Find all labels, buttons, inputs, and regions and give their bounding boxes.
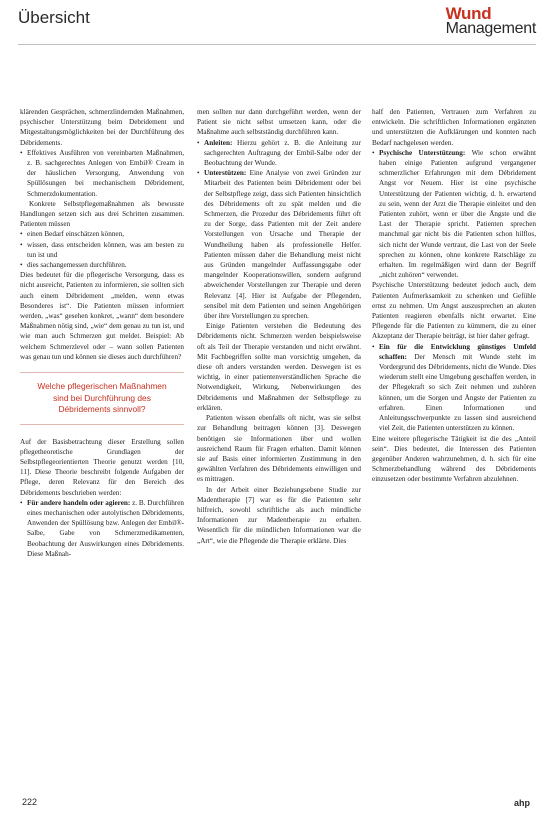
list-item-heading: Ein für die Entwicklung günstiges Umfeld schaffen: <box>379 342 536 361</box>
footer-mark: ahp <box>513 798 530 808</box>
paragraph: Psychische Unterstützung bedeutet jedoch auch, dem Patienten Aufmerksamkeit zu schenken und Gefühle ernst zu nehmen. Um Angst auszusprechen an akuten Patienten reagieren ebenfalls nicht erwartet. Eine Pflegende für die Patienten zu kümmern, die zu einer Akzeptanz der Therapie beiträgt, ist hier daher gefragt. <box>372 281 536 341</box>
list-item <box>372 342 536 434</box>
list-item: • dies sachangemessen durchführen. <box>20 260 184 270</box>
paragraph: Einige Patienten verstehen die Bedeutung des Débridements nicht. Schmerzen werden beispielsweise oft als Teil der Therapie verstanden und nicht erwähnt. Mit Fachbegriffen sollte man vorsichtig umgehen, da diese oft anders verstanden werden. Deswegen ist es wichtig, in einer patientenverständlichen Sprache die Notwendigkeit, Wirkung, Nebenwirkungen des Débridements und Maßnahmen der Selbstpflege zu erklären. <box>197 322 361 412</box>
list-item <box>197 138 361 169</box>
paragraph: In der Arbeit einer Beziehungsebene Studie zur Madentherapie [7] war es für die Patienten sehr hilfreich, sowohl schriftliche als auch mündliche Informationen zur Madentherapie zu erhalten. Wesentlich für die mündlichen Informationen war die „Art“, wie die Pflegende die Therapie erklärte. Dies <box>197 485 361 545</box>
bullet-list <box>372 148 536 281</box>
brand-line-2: Management <box>445 20 536 37</box>
text-column-1 <box>20 107 184 559</box>
brand-logo <box>446 6 536 36</box>
paragraph: Auf der Basisbetrachtung dieser Erstellung sollen pflegetheoretische Grundlagen der Selbstpflegeorientierten Theorie genutzt werden [10, 11]. Diese Theorie beschreibt folgende Aufgaben der Pflege, deren Relevanz für den Bereich des Débridements beschrieben werden: <box>20 437 184 497</box>
list-item <box>197 168 361 321</box>
text-column-3 <box>372 107 536 485</box>
list-item-heading: Für andere handeln oder agieren: <box>27 498 131 507</box>
text-column-2 <box>197 107 361 546</box>
paragraph: Patienten wissen ebenfalls oft nicht, was sie selbst zur Behandlung beitragen können [3]. Deswegen benötigen sie Informationen über und wollen ausreichend Raum für Fragen erhalten. Damit können sie auf Basis einer informierten Zustimmung in den gewählten Verfahren des Débridements einwilligen und es mittragen. <box>197 414 361 484</box>
list-item: • einen Bedarf einschätzen können, <box>20 229 184 239</box>
paragraph: men sollten nur dann durchgeführt werden, wenn der Patient sie nicht selbst umsetzen kann, oder die Maßnahme auch selbstständig durchführen kann. <box>197 108 361 137</box>
page-number: 222 <box>22 797 38 807</box>
list-item-text: Der Mensch mit Wunde steht im Vordergrund des Débridements, nicht die Wunde. Dies wiederum stellt eine Umgebung geschaffen werden, in der Pflegekraft so sich Zeit nehmen und zuhören können, um die Sorgen und Ängste der Patienten zu erfahren. Einen Informationen und Anleitungsschwerpunkte zu lassen sind ausreichend viel Zeit, die Patienten unterstützen zu können. <box>379 352 537 433</box>
section-label: Übersicht <box>18 8 90 27</box>
list-item-heading: Anleiten: <box>204 138 233 147</box>
list-item-text: Eine Analyse von zwei Gründen zur Mitarbeit des Patienten beim Débridement oder bei der Selbstpflege zeigt, dass sich Patienten hinsichtlich des Débridements oft zu spät melden und die Schmerzen, die Prozedur des Débridements führt oft zu der Sorge, dass Patienten mit der Zeit andere Vorstellungen von Ursache und Therapie der Wundheilung haben als professionelle Helfer. Patienten müssen daher die Behandlung meist nicht aus Gründen mangelnder Auffassungsgabe oder mangelnder Kooperationswillen, sondern aufgrund abweichender Vorstellungen zur Therapie und deren Relevanz [4]. Hier ist Aufgabe der Pflegenden, sensibel mit dem Patienten und seinen Angehörigen über ihre Vorstellungen zu sprechen. <box>204 169 361 321</box>
list-item-text: z. B. Durchführen eines mechanischen oder autolytischen Débridements, Anwenden der Spüllösung bzw. Anlegen der Embil®-Salbe, Gabe von Schmerzmedikamenten, Beobachtung der Auswirkungen eines Débridements. Diese Maßnah- <box>27 498 184 558</box>
page-header <box>0 0 552 48</box>
list-item: • Effektives Ausführen von vereinbarten Maßnahmen, z. B. sachgerechtes Anlegen von Embil® Cream in der häuslichen Versorgung, Anwendung von Spüllösungen bei mechanischem Débridement, Schmerzdokumentation. <box>20 148 184 199</box>
list-item-text: Wie schon erwähnt haben einige Patienten aufgrund vergangener schmerzlicher Erfahrungen mit dem Débridement Angst vor Neuem. Hier ist eine psychische Unterstützung der Patienten wichtig, d. h. erwartend zu sein, wenn der Arzt die Therapie einleitet und den Patienten zuhört, wenn er über die Ängste und die Last der Therapie spricht. Patienten sprechen manchmal gar nicht bis die Patienten schon hilflos, sich nicht der Wunde vertraut, die Last von der Seele sprechen zu können, ohne konkrete Ratschläge zu erhalten. Im regelmäßigen wird dann der Begriff „nicht zuhören“ verwendet. <box>379 148 536 280</box>
paragraph: Dies bedeutet für die pflegerische Versorgung, dass es nicht ausreicht, Patienten zu informieren, sie sollten sich auch einem Débridement „melden, wenn etwas Besonderes ist“. Die Patienten müssen informiert werden, „was“ gesehen konkret, „wann“ dem besondere Maßnahmen nötig sind, „wie“ dem genau zu tun ist, und wie man auch Schmerzen gut meldet. Beispiel: Ab welchem Schmerzlevel oder – wann sollen Patienten was genau tun und können sie dieses auch durchführen? <box>20 271 184 361</box>
paragraph: Eine weitere pflegerische Tätigkeit ist die des „Anteil sein“. Dies bedeutet, die Interessen des Patienten gegenüber Anderen wahrzunehmen, d. h. sich für eine Schmerzbehandlung während des Débridements einzusetzen oder bestimmte Verfahren abzulehnen. <box>372 434 536 484</box>
bullet-list <box>20 148 184 199</box>
list-item <box>20 498 184 559</box>
brand-line-1: Wund <box>445 4 492 23</box>
bullet-list <box>20 229 184 270</box>
paragraph: Konkrete Selbstpflegemaßnahmen als bewusste Handlungen setzen sich aus drei Schritten zusammen. Patienten müssen <box>20 199 184 229</box>
list-item: • wissen, dass entscheiden können, was am besten zu tun ist und <box>20 240 184 260</box>
bullet-list <box>197 138 361 322</box>
paragraph: half den Patienten, Vertrauen zum Verfahren zu entwickeln. Die schriftlichen Informationen ergänzten und unterstützten die Aufklärungen und konnten nach Bedarf nachgelesen werden. <box>372 108 536 147</box>
list-item <box>372 148 536 281</box>
header-divider <box>18 44 536 45</box>
pull-quote: Welche pflegerischen Maßnahmen sind bei Durchführung des Débridements sinnvoll? <box>20 372 184 425</box>
list-item-heading: Psychische Unterstützung: <box>379 148 466 157</box>
list-item-heading: Unterstützen: <box>204 169 247 178</box>
list-item-text: Hierzu gehört z. B. die Anleitung zur sachgerechten Auftragung der Embil-Salbe oder der Beobachtung der Wunde. <box>204 138 361 168</box>
bullet-list <box>20 498 184 559</box>
bullet-list <box>372 342 536 434</box>
paragraph: klärenden Gesprächen, schmerzlindernden Maßnahmen, psychischer Unterstützung beim Debridement und Mitgestaltungsmöglichkeiten bei der Durchführung des Débridements. <box>20 108 184 147</box>
